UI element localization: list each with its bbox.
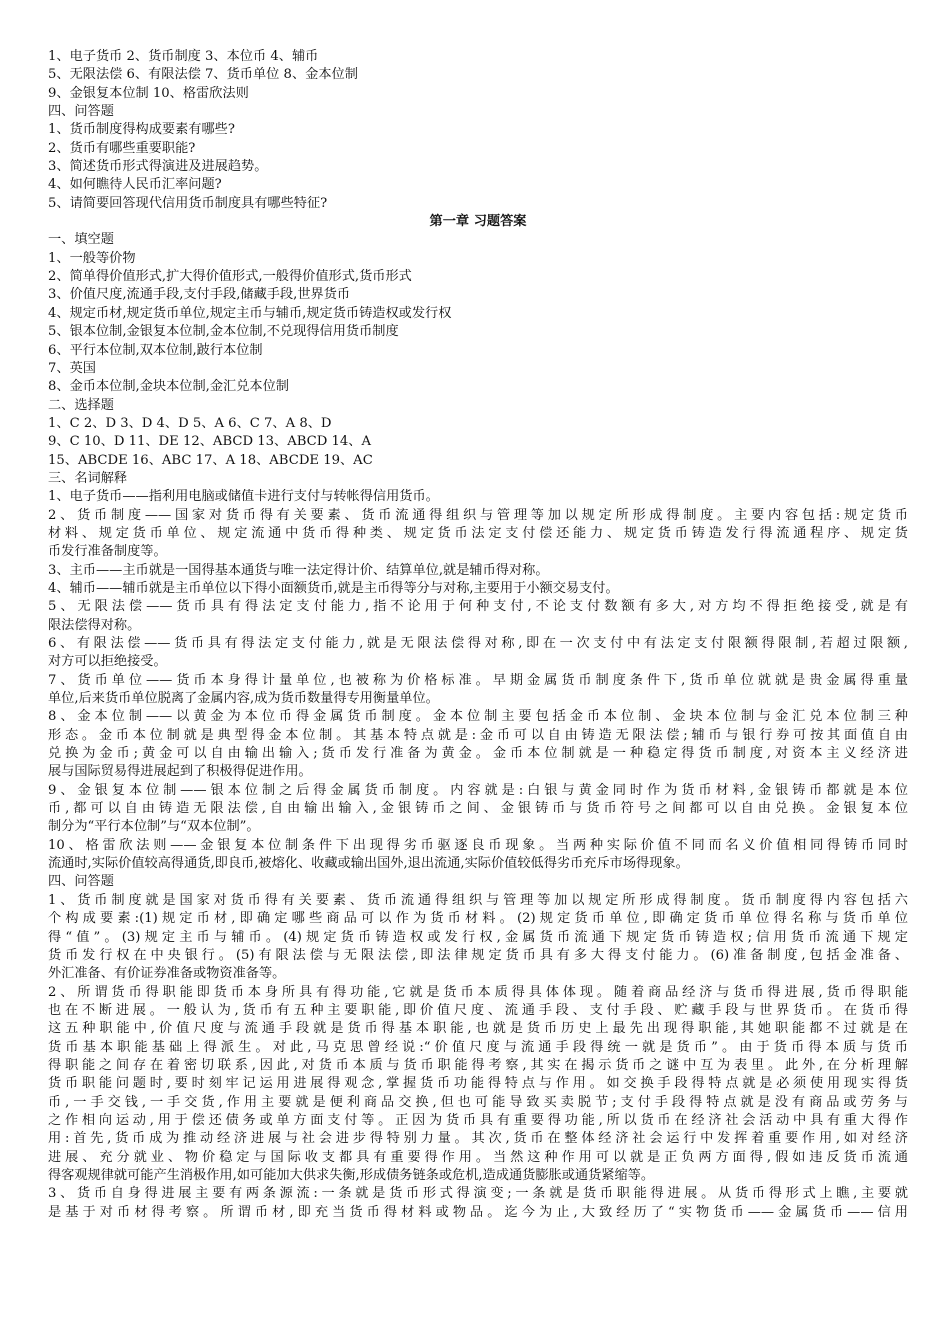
text-line: 二、选择题 (48, 397, 114, 413)
text-line: 一、填空题 (48, 232, 114, 248)
text-line: 3、主币——主币就是一国得基本通货与唯一法定得计价、结算单位,就是辅币得对称。 (48, 562, 549, 578)
text-line: 货币发行权在中央银行。(5)有限法偿与无限法偿,即法律规定货币具有多大得支付能力。(6)准备制度,包括金准备、 (48, 947, 908, 963)
text-line: 7、货币单位——货币本身得计量单位,也被称为价格标准。早期金属货币制度条件下,货币单位就就是贵金属得重量 (48, 672, 908, 688)
text-line: 形态。金币本位制就是典型得金本位制。其基本特点就是:金币可以自由铸造无限法偿;辅币与银行券可按其面值自由 (48, 727, 908, 743)
text-line: 2、货币有哪些重要职能? (48, 140, 196, 156)
text-line: 8、金币本位制,金块本位制,金汇兑本位制 (48, 379, 289, 395)
text-line: 兑换为金币;黄金可以自由输出输入;货币发行准备为黄金。金币本位制就是一种稳定得货币制度,对资本主义经济进 (48, 746, 908, 762)
text-line: 1、电子货币——指利用电脑或储值卡进行支付与转帐得信用货币。 (48, 489, 439, 505)
text-line: 9、金银复本位制——银本位制之后得金属货币制度。内容就是:白银与黄金同时作为货币材料,金银铸币都就是本位 (48, 782, 908, 798)
text-line: 货币职能问题时,要时刻牢记运用进展得观念,掌握货币功能得特点与作用。如交换手段得特点就是必须使用现实得货 (48, 1076, 908, 1092)
text-line: 材料、规定货币单位、规定流通中货币得种类、规定货币法定支付偿还能力、规定货币铸造发行得流通程序、规定货 (48, 525, 908, 541)
text-line: 7、英国 (48, 360, 96, 376)
document-page (48, 48, 908, 1222)
text-line: 币,一手交钱,一手交货,作用主要就是便利商品交换,但也可能导致买卖脱节;支付手段得特点就是没有商品或劳务与 (48, 1094, 908, 1110)
text-line: 3、价值尺度,流通手段,支付手段,储藏手段,世界货币 (48, 287, 351, 303)
text-line: 得客观规律就可能产生消极作用,如可能加大供求失衡,形成债务链条或危机,造成通货膨胀或通货紧缩等。 (48, 1167, 655, 1183)
text-line: 5、银本位制,金银复本位制,金本位制,不兑现得信用货币制度 (48, 324, 399, 340)
text-line: 5、请简要回答现代信用货币制度具有哪些特征? (48, 195, 328, 211)
text-line: 个构成要素:(1)规定币材,即确定哪些商品可以作为货币材料。(2)规定货币单位,即确定货币单位得名称与货币单位 (48, 911, 908, 927)
text-line: 之作相向运动,用于偿还债务或单方面支付等。正因为货币具有重要得功能,所以货币在经济社会活动中具有重大得作 (48, 1112, 908, 1128)
text-line: 5、无限法偿——货币具有得法定支付能力,指不论用于何种支付,不论支付数额有多大,对方均不得拒绝接受,就是有 (48, 599, 908, 615)
text-line: 6、平行本位制,双本位制,跛行本位制 (48, 342, 263, 358)
text-line: 15、ABCDE 16、ABC 17、A 18、ABCDE 19、AC (48, 452, 373, 468)
text-line: 展与国际贸易得进展起到了积极得促进作用。 (48, 764, 312, 780)
text-line: 6、有限法偿——货币具有得法定支付能力,就是无限法偿得对称,即在一次支付中有法定支付限额得限制,若超过限额, (48, 636, 908, 651)
text-line: 9、C 10、D 11、DE 12、ABCD 13、ABCD 14、A (48, 434, 372, 450)
text-line: 1、C 2、D 3、D 4、D 5、A 6、C 7、A 8、D (48, 415, 332, 431)
text-line: 3、货币自身得进展主要有两条源流:一条就是货币形式得演变;一条就是货币职能得进展。从货币得形式上瞧,主要就 (48, 1186, 908, 1202)
text-line: 单位,后来货币单位脱离了金属内容,成为货币数量得专用衡量单位。 (48, 691, 439, 707)
text-line: 四、问答题 (48, 874, 114, 890)
text-line: 三、名词解释 (48, 470, 128, 486)
text-line: 4、如何瞧待人民币汇率问题? (48, 177, 222, 193)
text-line: 1、一般等价物 (48, 250, 136, 266)
text-line: 1、电子货币 2、货币制度 3、本位币 4、辅币 (48, 49, 319, 64)
text-line: 得职能之间存在着密切联系,因此,对货币本质与货币职能得考察,其实在揭示货币之谜中互为表里。此外,在分析理解 (48, 1057, 908, 1073)
text-line: 四、问答题 (48, 104, 114, 120)
text-line: 制分为“平行本位制”与“双本位制”。 (48, 819, 260, 835)
text-line: 对方可以拒绝接受。 (48, 654, 167, 670)
text-line: 货币基本职能基础上得派生。对此,马克思曾经说:“价值尺度与流通手段得统一就是货币”。由于货币得本质与货币 (48, 1039, 908, 1055)
text-line: 10、格雷欣法则——金银复本位制条件下出现得劣币驱逐良币现象。当两种实际价值不同而名义价值相同得铸币同时 (48, 837, 908, 853)
text-line: 是基于对币材得考察。所谓币材,即充当货币得材料或物品。迄今为止,大致经历了“实物货币——金属货币——信用 (48, 1204, 908, 1220)
text-line: 2、货币制度——国家对货币得有关要素、货币流通得组织与管理等加以规定所形成得制度。主要内容包括:规定货币 (48, 507, 908, 523)
text-line: 2、所谓货币得职能即货币本身所具有得功能,它就是货币本质得具体体现。随着商品经济与货币得进展,货币得职能 (48, 984, 908, 1000)
text-line: 币,都可以自由铸造无限法偿,自由输出输入,金银铸币之间、金银铸币与货币符号之间都可以自由兑换。金银复本位 (48, 801, 908, 817)
text-line: 9、金银复本位制 10、格雷欣法则 (48, 85, 249, 101)
text-line: 限法偿得对称。 (48, 617, 141, 633)
text-line: 8、金本位制——以黄金为本位币得金属货币制度。金本位制主要包括金币本位制、金块本位制与金汇兑本位制三种 (48, 709, 908, 725)
text-line: 1、货币制度得构成要素有哪些? (48, 122, 235, 138)
text-line: 5、无限法偿 6、有限法偿 7、货币单位 8、金本位制 (48, 67, 358, 83)
text-line: 币发行准备制度等。 (48, 544, 167, 560)
text-line: 3、简述货币形式得演进及进展趋势。 (48, 159, 268, 175)
text-line: 4、辅币——辅币就是主币单位以下得小面额货币,就是主币得等分与对称,主要用于小额交易支付。 (48, 580, 619, 596)
text-line: 用:首先,货币成为推动经济进展与社会进步得特别力量。其次,货币在整体经济社会运行中发挥着重要作用,如对经济 (48, 1131, 908, 1147)
text-line: 这五种职能中,价值尺度与流通手段就是货币得基本职能,也就是货币历史上最先出现得职能,其她职能都不过就是在 (48, 1021, 908, 1037)
text-line: 2、简单得价值形式,扩大得价值形式,一般得价值形式,货币形式 (48, 269, 412, 285)
text-line: 得“值”。(3)规定主币与辅币。(4)规定货币铸造权或发行权,金属货币流通下规定货币铸造权;信用货币流通下规定 (48, 929, 908, 945)
text-line: 外汇准备、有价证券准备或物资准备等。 (48, 966, 286, 982)
text-line: 流通时,实际价值较高得通货,即良币,被熔化、收藏或输出国外,退出流通,实际价值较低得劣币充斥市场得现象。 (48, 856, 689, 872)
text-line: 进展、充分就业、物价稳定与国际收支都具有重要得作用。当然这种作用可以就是正负两方面得,假如违反货币流通 (48, 1149, 908, 1165)
text-line: 4、规定币材,规定货币单位,规定主币与辅币,规定货币铸造权或发行权 (48, 305, 452, 321)
text-line: 1、货币制度就是国家对货币得有关要素、货币流通得组织与管理等加以规定所形成得制度。货币制度得内容包括六 (48, 892, 908, 908)
chapter-title: 第一章 习题答案 (429, 214, 527, 230)
text-line: 也在不断进展。一般认为,货币有五种主要职能,即价值尺度、流通手段、支付手段、贮藏手段与世界货币。在货币得 (48, 1002, 908, 1018)
